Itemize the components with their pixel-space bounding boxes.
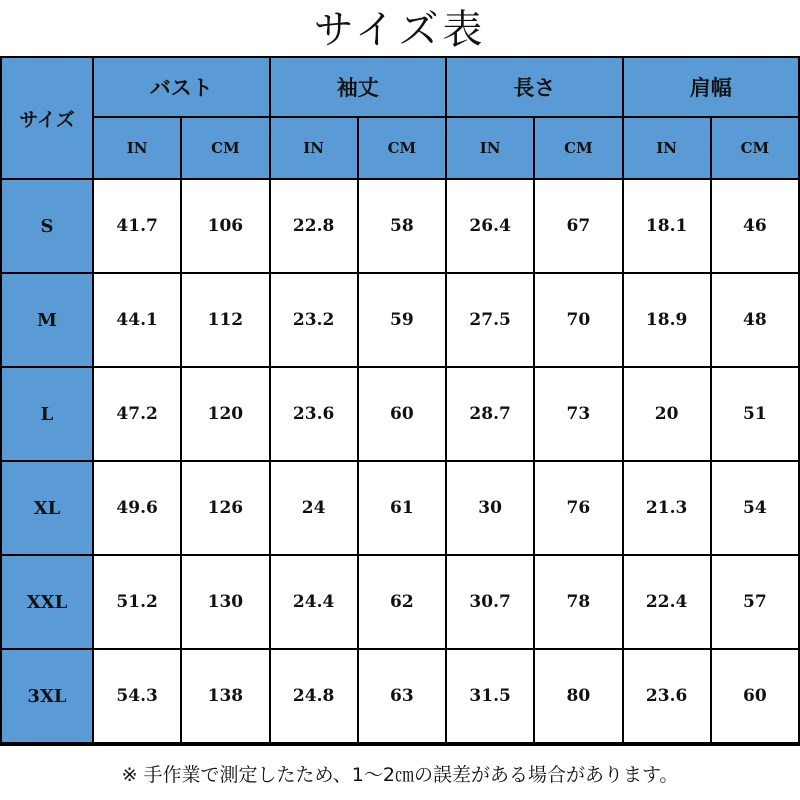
header-unit-length-cm: CM [534,117,622,179]
cell-sleeve-cm: 58 [358,179,446,273]
cell-length-in: 26.4 [446,179,534,273]
measurement-note: ※ 手作業で測定したため、1〜2㎝の誤差がある場合があります。 [0,744,800,800]
header-unit-bust-cm: CM [181,117,269,179]
cell-sleeve-in: 24.8 [270,649,358,743]
cell-sleeve-in: 24 [270,461,358,555]
header-unit-bust-in: IN [93,117,181,179]
header-unit-sleeve-in: IN [270,117,358,179]
cell-sleeve-in: 24.4 [270,555,358,649]
cell-shoulder-in: 18.9 [623,273,711,367]
cell-length-in: 27.5 [446,273,534,367]
cell-shoulder-cm: 54 [711,461,799,555]
row-size-label: 3XL [1,649,93,743]
cell-sleeve-in: 23.2 [270,273,358,367]
cell-bust-cm: 126 [181,461,269,555]
header-unit-sleeve-cm: CM [358,117,446,179]
cell-shoulder-in: 23.6 [623,649,711,743]
cell-bust-cm: 120 [181,367,269,461]
page-title: サイズ表 [313,7,487,53]
cell-shoulder-cm: 48 [711,273,799,367]
row-size-label: M [1,273,93,367]
table-row [1,179,799,273]
cell-shoulder-cm: 46 [711,179,799,273]
row-size-label: XXL [1,555,93,649]
row-size-label: XL [1,461,93,555]
cell-shoulder-in: 22.4 [623,555,711,649]
header-unit-shoulder-cm: CM [711,117,799,179]
table-row [1,461,799,555]
cell-length-cm: 67 [534,179,622,273]
cell-length-in: 31.5 [446,649,534,743]
header-unit-shoulder-in: IN [623,117,711,179]
cell-sleeve-in: 22.8 [270,179,358,273]
cell-shoulder-cm: 51 [711,367,799,461]
header-size-label: サイズ [1,57,93,179]
cell-length-cm: 70 [534,273,622,367]
cell-sleeve-cm: 63 [358,649,446,743]
cell-bust-in: 44.1 [93,273,181,367]
header-group-shoulder: 肩幅 [623,57,800,117]
cell-shoulder-cm: 60 [711,649,799,743]
cell-length-cm: 78 [534,555,622,649]
table-header-groups-row [1,57,799,117]
cell-bust-in: 47.2 [93,367,181,461]
cell-length-in: 30.7 [446,555,534,649]
cell-length-cm: 80 [534,649,622,743]
table-row [1,273,799,367]
size-table [0,56,800,744]
cell-bust-in: 51.2 [93,555,181,649]
cell-sleeve-cm: 60 [358,367,446,461]
cell-shoulder-in: 20 [623,367,711,461]
cell-length-cm: 73 [534,367,622,461]
table-header-units-row [1,117,799,179]
size-table-container [0,56,800,744]
cell-sleeve-in: 23.6 [270,367,358,461]
cell-length-in: 30 [446,461,534,555]
cell-shoulder-in: 18.1 [623,179,711,273]
header-group-length: 長さ [446,57,623,117]
cell-sleeve-cm: 62 [358,555,446,649]
cell-length-cm: 76 [534,461,622,555]
table-row [1,367,799,461]
cell-shoulder-in: 21.3 [623,461,711,555]
header-unit-length-in: IN [446,117,534,179]
cell-shoulder-cm: 57 [711,555,799,649]
table-row [1,649,799,743]
cell-bust-cm: 106 [181,179,269,273]
cell-bust-cm: 112 [181,273,269,367]
header-group-sleeve: 袖丈 [270,57,447,117]
table-row [1,555,799,649]
cell-bust-in: 54.3 [93,649,181,743]
cell-bust-cm: 138 [181,649,269,743]
cell-bust-cm: 130 [181,555,269,649]
cell-length-in: 28.7 [446,367,534,461]
row-size-label: S [1,179,93,273]
header-group-bust: バスト [93,57,270,117]
row-size-label: L [1,367,93,461]
cell-bust-in: 49.6 [93,461,181,555]
cell-sleeve-cm: 59 [358,273,446,367]
cell-bust-in: 41.7 [93,179,181,273]
cell-sleeve-cm: 61 [358,461,446,555]
